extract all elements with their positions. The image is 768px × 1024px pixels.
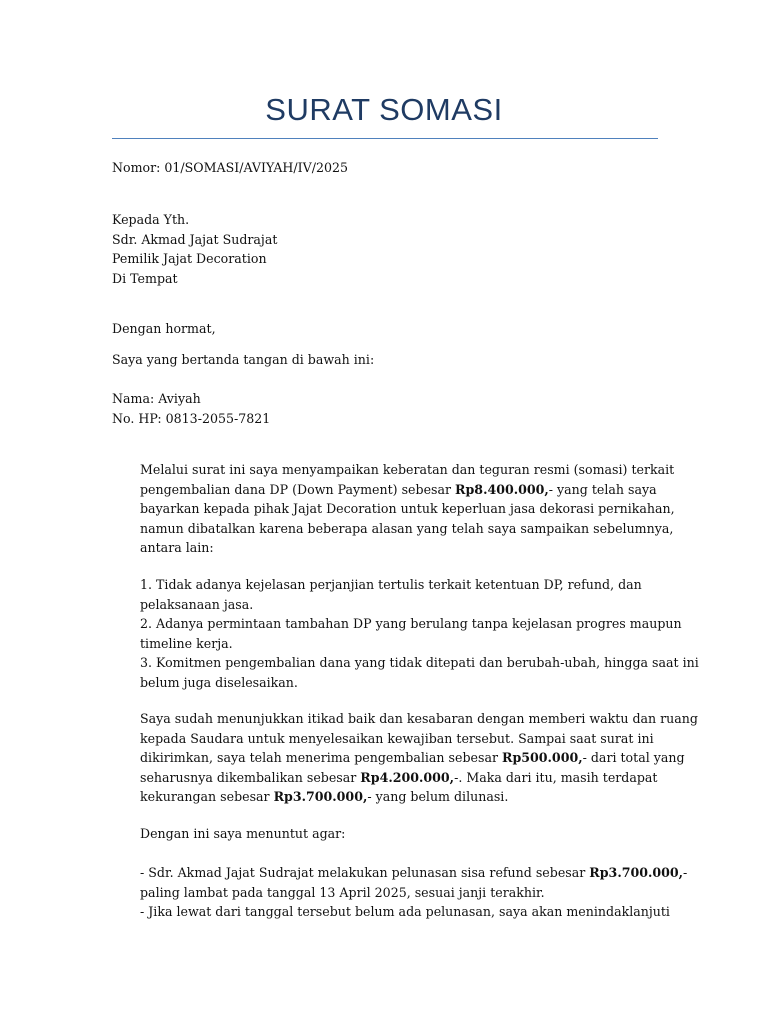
greeting-text: Dengan hormat, xyxy=(112,321,216,336)
reasons-list xyxy=(140,575,699,692)
text-run: - yang belum dilunasi. xyxy=(367,789,509,804)
reason-item: 3. Komitmen pengembalian dana yang tidak ditepati dan berubah-ubah, hingga saat ini xyxy=(140,655,699,670)
letter-number xyxy=(112,158,672,178)
paragraph-line: antara lain: xyxy=(140,540,214,555)
text-run: dikirimkan, saya telah menerima pengembalian sebesar xyxy=(140,750,502,765)
paragraph-line: Melalui surat ini saya menyampaikan keberatan dan teguran resmi (somasi) terkait xyxy=(140,462,675,477)
text-run: seharusnya dikembalikan sebesar xyxy=(140,769,361,785)
amount-received: Rp500.000, xyxy=(501,750,583,765)
text-run: pengembalian dana DP (Down Payment) sebesar xyxy=(140,481,456,497)
reason-item-cont: belum juga diselesaikan. xyxy=(140,674,298,690)
paragraph-line xyxy=(140,768,670,788)
reason-item: 2. Adanya permintaan tambahan DP yang berulang tanpa kejelasan progres maupun xyxy=(140,616,682,631)
demand-item: - Jika lewat dari tanggal tersebut belum ada pelunasan, saya akan menindaklanjuti xyxy=(140,904,670,919)
text-run: - Sdr. Akmad Jajat Sudrajat melakukan pelunasan sisa refund sebesar xyxy=(140,865,590,880)
sender-name: Nama: Aviyah xyxy=(112,391,201,406)
sender-phone: No. HP: 0813-2055-7821 xyxy=(112,410,271,426)
demand-item-cont: paling lambat pada tanggal 13 April 2025, sesuai janji terakhir. xyxy=(140,884,545,900)
amount-demanded: Rp3.700.000, xyxy=(589,865,684,880)
sender-block xyxy=(112,389,672,428)
greeting xyxy=(112,319,672,339)
amount-total: Rp4.200.000, xyxy=(360,769,455,785)
recipient-location: Di Tempat xyxy=(112,270,178,286)
text-run: - dari total yang xyxy=(582,750,685,765)
reason-item-cont: pelaksanaan jasa. xyxy=(140,596,254,612)
paragraph-complaint xyxy=(140,460,675,558)
nomor-text: Nomor: 01/SOMASI/AVIYAH/IV/2025 xyxy=(112,160,349,175)
recipient-title: Pemilik Jajat Decoration xyxy=(112,251,267,266)
text-run: - yang telah saya xyxy=(548,481,657,497)
demand-item xyxy=(140,863,688,883)
amount-remaining: Rp3.700.000, xyxy=(273,789,368,804)
paragraph-line xyxy=(140,480,670,500)
demand-intro-text: Dengan ini saya menuntut agar: xyxy=(140,826,346,841)
text-run: - xyxy=(683,865,688,880)
paragraph-line xyxy=(140,787,670,807)
reason-item-cont: timeline kerja. xyxy=(140,635,233,651)
paragraph-goodwill xyxy=(140,709,698,807)
paragraph-line: namun dibatalkan karena beberapa alasan yang telah saya sampaikan sebelumnya, xyxy=(140,520,674,536)
demands-list xyxy=(140,863,688,922)
intro-text: Saya yang bertanda tangan di bawah ini: xyxy=(112,352,375,367)
reason-item: 1. Tidak adanya kejelasan perjanjian tertulis terkait ketentuan DP, refund, dan xyxy=(140,577,642,592)
document-title: SURAT SOMASI xyxy=(265,92,503,127)
recipient-line: Kepada Yth. xyxy=(112,212,190,227)
paragraph-line: bayarkan kepada pihak Jajat Decoration untuk keperluan jasa dekorasi pernikahan, xyxy=(140,501,675,516)
amount-dp: Rp8.400.000, xyxy=(455,481,549,497)
paragraph-line: kepada Saudara untuk menyelesaikan kewajiban tersebut. Sampai saat surat ini xyxy=(140,730,654,746)
recipient-block xyxy=(112,210,672,288)
demand-intro xyxy=(140,824,670,844)
title-underline xyxy=(112,138,658,139)
paragraph-line xyxy=(140,748,685,768)
text-run: -. Maka dari itu, masih terdapat xyxy=(454,769,658,785)
text-run: kekurangan sebesar xyxy=(140,789,274,804)
paragraph-line: Saya sudah menunjukkan itikad baik dan kesabaran dengan memberi waktu dan ruang xyxy=(140,711,698,726)
intro-statement xyxy=(112,350,672,370)
recipient-name: Sdr. Akmad Jajat Sudrajat xyxy=(112,231,278,247)
